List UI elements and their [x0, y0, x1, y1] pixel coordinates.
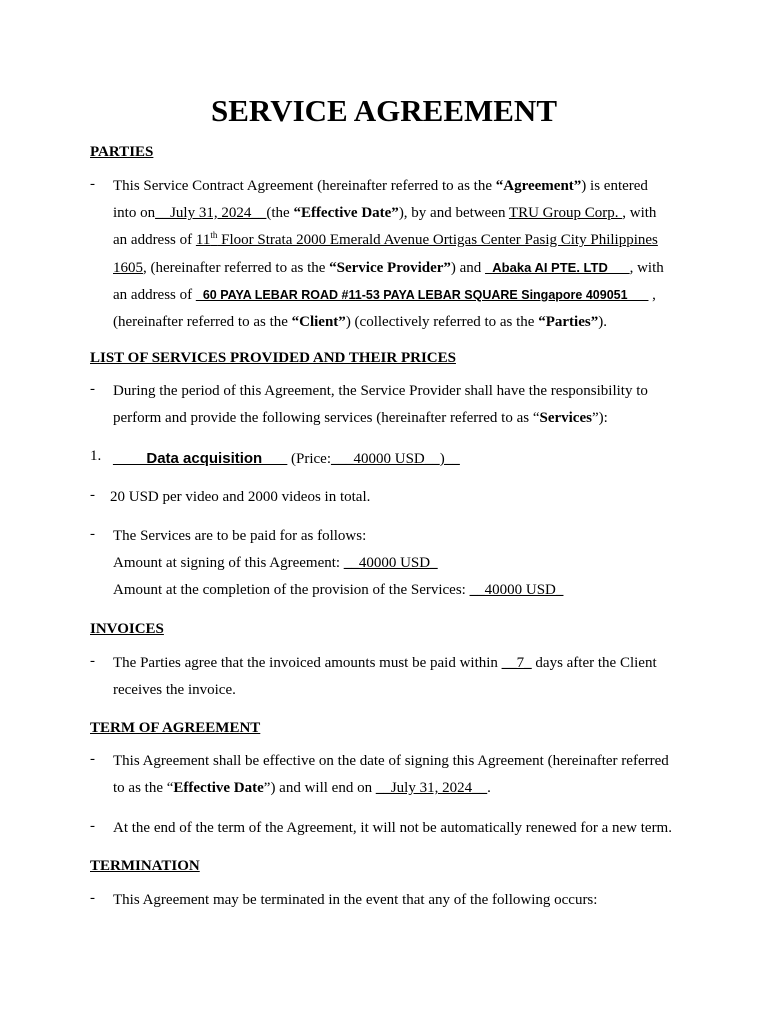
termination-paragraph: - This Agreement may be terminated in the event that any of the following occurs: — [90, 890, 598, 908]
payment-at-signing: __40000 USD_ — [343, 555, 438, 571]
provider-address: 11th Floor Strata 2000 Emerald Avenue Ortigas Center Pasig City Philippines — [195, 230, 658, 248]
invoice-days: __7_ — [501, 655, 532, 671]
termination-heading: TERMINATION — [90, 858, 200, 874]
bullet-dash: - — [90, 176, 95, 192]
bullet-dash: - — [90, 526, 95, 542]
client-address: _60 PAYA LEBAR ROAD #11-53 PAYA LEBAR SQUARE Singapore 409051___ — [195, 288, 649, 302]
item-number: 1. — [90, 448, 102, 464]
term-paragraph: - This Agreement shall be effective on the date of signing this Agreement (hereinafter referred to as the “Effective Date”) and will end on __July 31, 2024__. — [90, 751, 669, 796]
payment-at-completion: __40000 USD_ — [469, 582, 564, 598]
document-title: SERVICE AGREEMENT — [210, 93, 557, 128]
services-heading: LIST OF SERVICES PROVIDED AND THEIR PRICES — [90, 350, 456, 366]
bullet-dash: - — [90, 653, 95, 669]
services-intro: - During the period of this Agreement, the Service Provider shall have the responsibility to perform and provide the following services (hereinafter referred to as “Services”): — [90, 381, 648, 426]
service-rate-note: - 20 USD per video and 2000 videos in total. — [90, 487, 371, 505]
term-heading: TERM OF AGREEMENT — [90, 720, 261, 736]
term-end-date: __July 31, 2024__ — [375, 780, 488, 796]
bullet-dash: - — [90, 818, 95, 834]
service-name: ____Data acquisition___ — [113, 450, 288, 467]
parties-paragraph — [90, 173, 678, 336]
bullet-dash: - — [90, 487, 95, 503]
bullet-dash: - — [90, 381, 95, 397]
parties-heading: PARTIES — [90, 144, 154, 160]
bullet-dash: - — [90, 751, 95, 767]
invoices-heading: INVOICES — [90, 621, 164, 637]
bullet-dash: - — [90, 890, 95, 906]
provider-name: TRU Group Corp. — [508, 205, 623, 221]
payment-terms: - The Services are to be paid for as follows: Amount at signing of this Agreement: __40000 USD_ Amount at the completion of the provision of the Services: __40000 USD_ — [90, 526, 564, 598]
effective-date-value: __July 31, 2024__ — [155, 205, 267, 221]
parties-text: This Service Contract Agreement (hereinafter referred to as the “Agreement”) is entered into on__July 31, 2024__(the “Effective Date”), by and between TRU Group Corp. , with an address of 11th Floor Strata 2000 Emerald Avenue Ortigas Center Pasig City Philippines 1605, (hereinafter referred to as the “Service Provider”) and _Abaka AI PTE. LTD___, with an address of _60 PAYA LEBAR ROAD #11-53 PAYA LEBAR SQUARE Singapore 409051___ , (hereinafter referred to as the “Client”) (collectively referred to as the “Parties”). — [113, 178, 664, 330]
renewal-paragraph: - At the end of the term of the Agreement, it will not be automatically renewed for a new term. — [90, 818, 672, 836]
service-price: ___40000 USD__)__ — [331, 451, 460, 467]
service-item-1: 1. ____Data acquisition___ (Price:___40000 USD__)__ — [90, 448, 460, 467]
client-name: _Abaka AI PTE. LTD___ — [485, 260, 630, 275]
invoices-paragraph: - The Parties agree that the invoiced amounts must be paid within __7_ days after the Client receives the invoice. — [90, 653, 657, 698]
